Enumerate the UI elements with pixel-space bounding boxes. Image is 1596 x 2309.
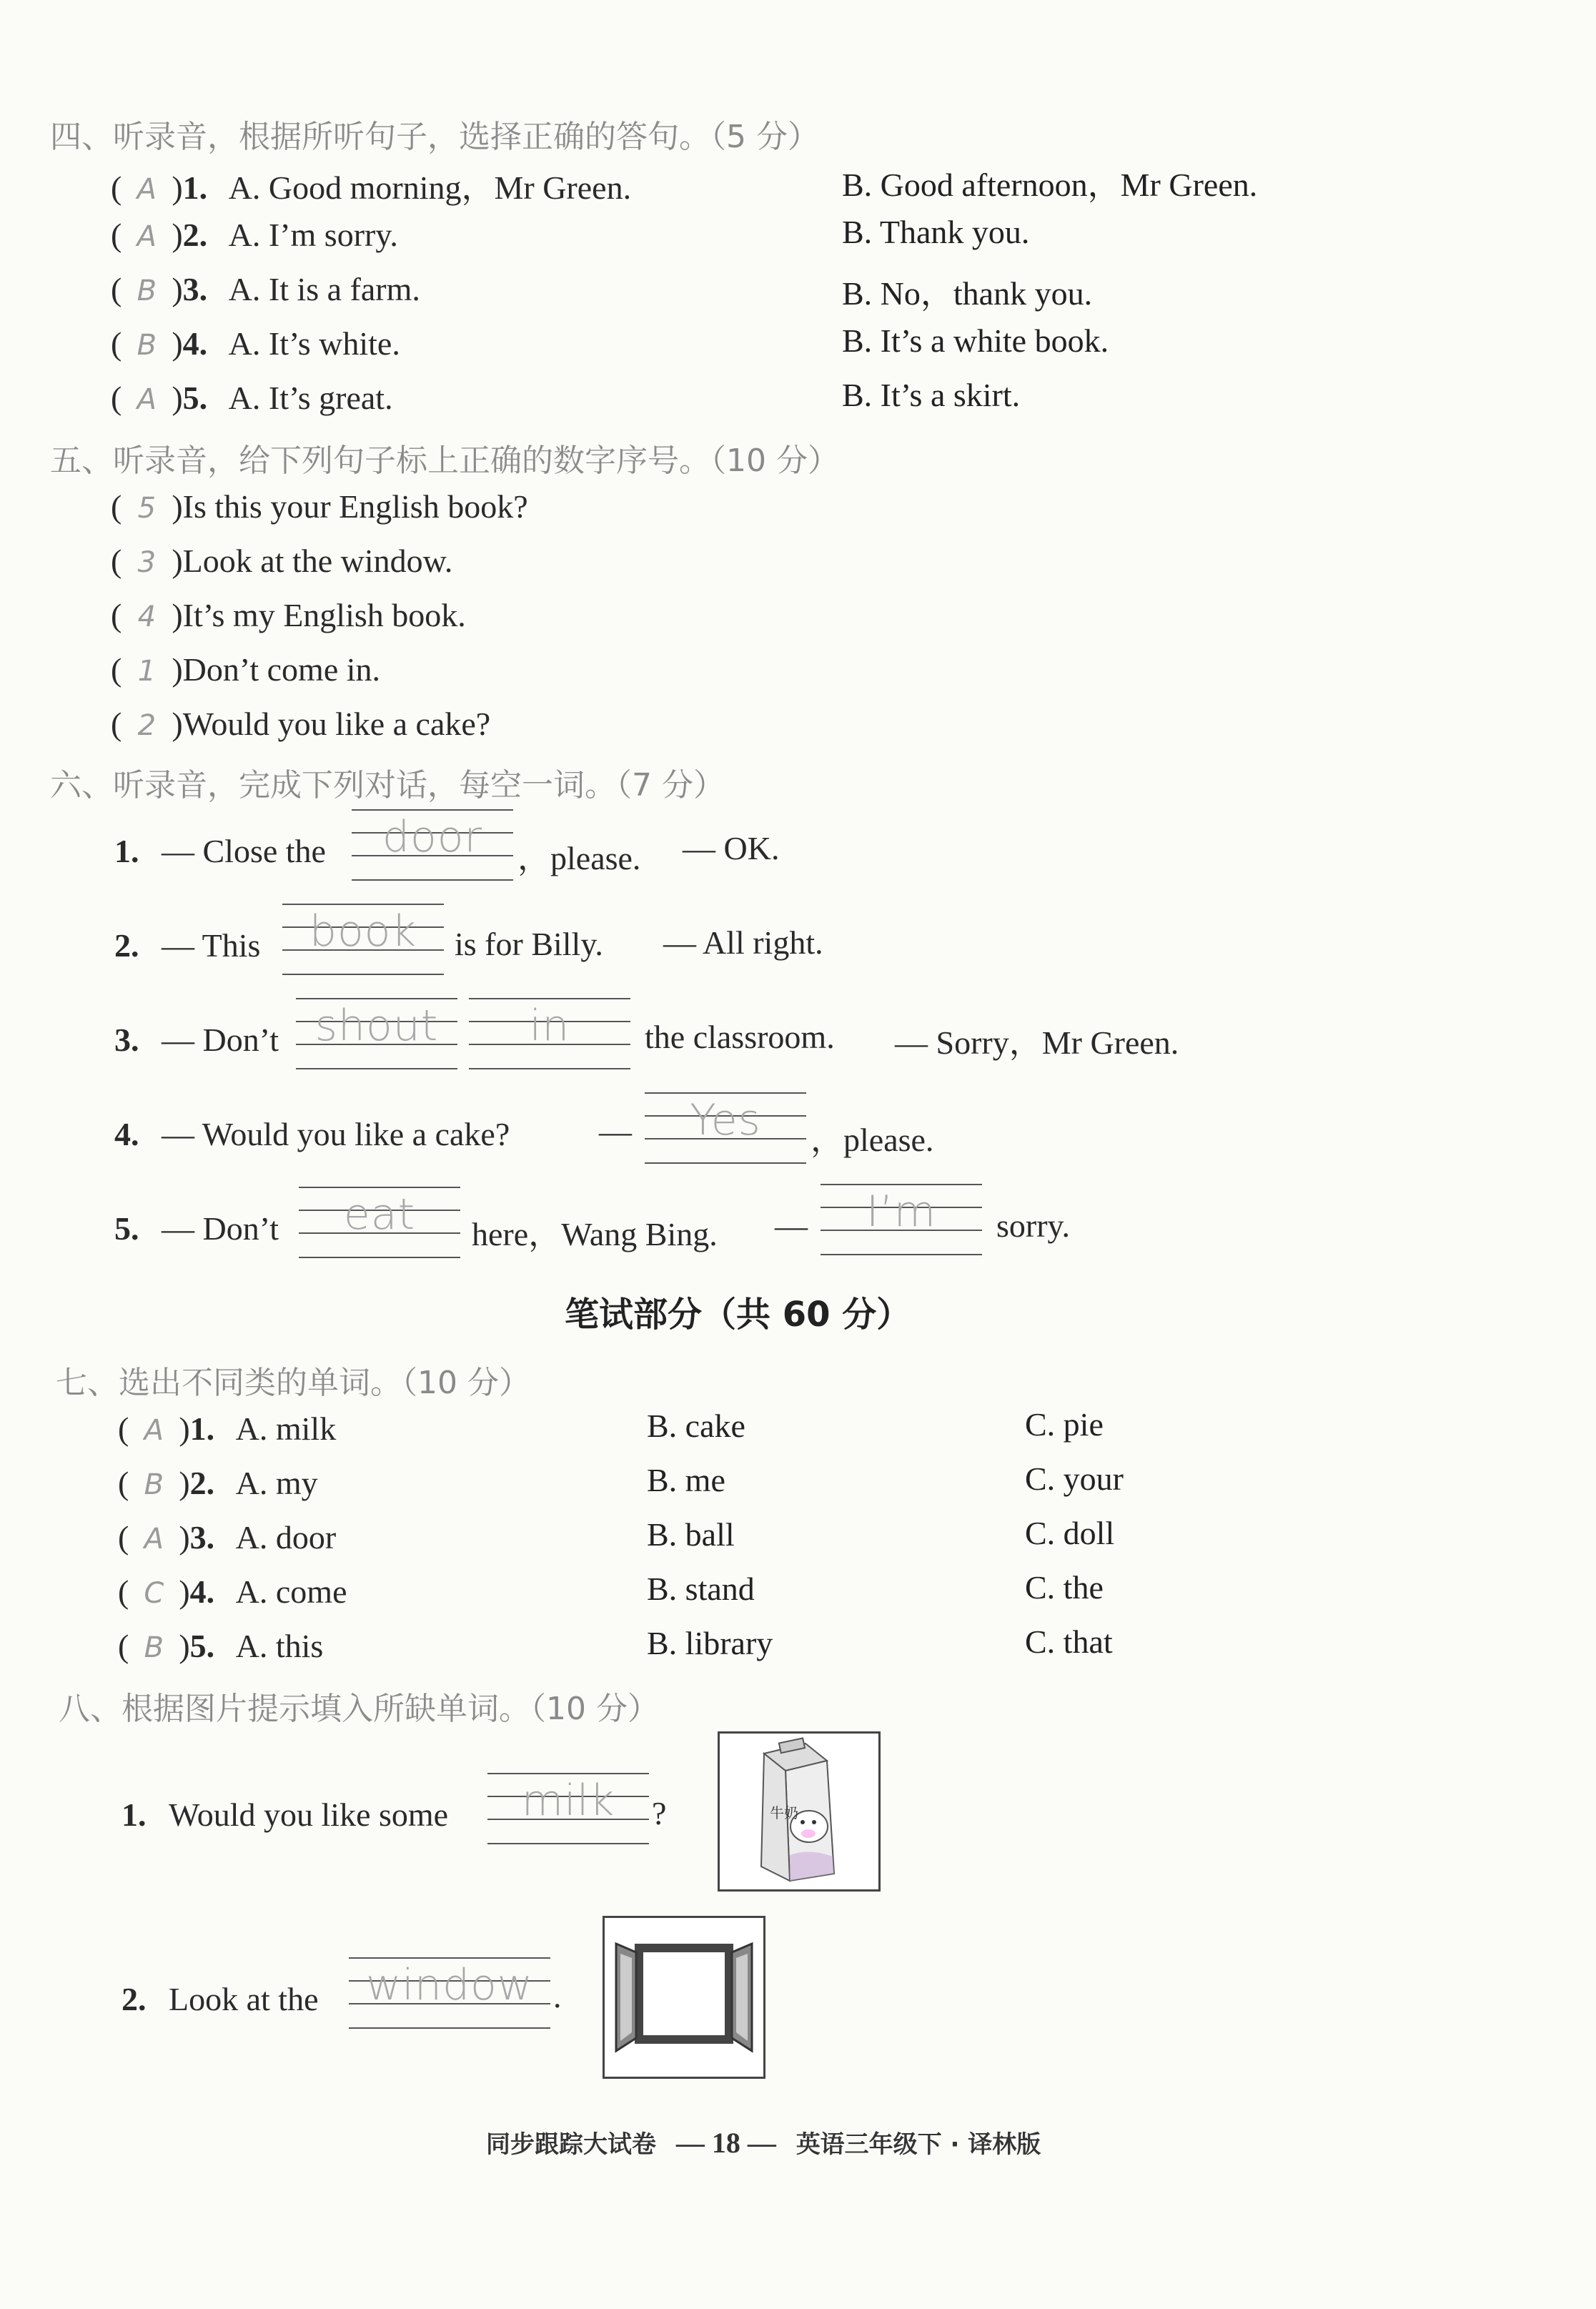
section-5-title: 五、听录音，给下列句子标上正确的数字序号。（10 分）	[50, 442, 839, 479]
answer-blank: shout	[296, 998, 457, 1069]
answer-blank: book	[282, 904, 444, 975]
s8-q1: 1. Would you like some	[122, 1796, 449, 1833]
s6-q3-reply: — Sorry，Mr Green.	[895, 1024, 1179, 1061]
option-b: B. No，thank you.	[842, 275, 1093, 312]
answer-mark: 1	[137, 655, 157, 688]
s6-q2-reply: — All right.	[663, 924, 823, 961]
s7-item-2: ( B )2. A. my	[118, 1465, 318, 1501]
answer-blank: Yes	[645, 1092, 806, 1164]
s8-q2: 2. Look at the	[122, 1981, 319, 2017]
svg-text:牛奶: 牛奶	[770, 1804, 798, 1821]
answer-mark: 5	[137, 492, 157, 525]
s6-q1: 1. — Close the	[114, 833, 326, 869]
option-c: C. doll	[1025, 1515, 1115, 1551]
answer-mark: 2	[137, 709, 157, 742]
s6-q5-post: here，Wang Bing.	[472, 1216, 718, 1252]
answer-mark: A	[137, 383, 157, 416]
answer-mark: C	[144, 1577, 164, 1610]
option-c: C. the	[1025, 1569, 1104, 1606]
option-b: B. It’s a skirt.	[842, 377, 1021, 413]
s6-q4-post: ，please.	[811, 1122, 934, 1158]
option-c: C. that	[1025, 1623, 1113, 1660]
option-a: A. It is a farm.	[228, 271, 420, 307]
option-c: C. your	[1025, 1460, 1124, 1497]
s4-item-3: ( B )3. A. It is a farm.	[111, 271, 420, 307]
s7-item-4: ( C )4. A. come	[118, 1573, 347, 1610]
s6-q1-post: ，please.	[517, 840, 641, 876]
s6-q2-post: is for Billy.	[455, 926, 603, 962]
option-b: B. ball	[647, 1516, 735, 1553]
s8-q2-post: .	[553, 1978, 562, 2014]
answer-blank: eat	[299, 1187, 460, 1258]
option-a: A. Good morning，Mr Green.	[228, 169, 632, 206]
option-b: B. cake	[647, 1408, 745, 1444]
answer-blank: door	[352, 809, 513, 881]
option-a: A. It’s great.	[228, 380, 393, 416]
answer-mark: A	[137, 173, 157, 206]
written-part-title: 笔试部分（共 60 分）	[565, 1295, 911, 1335]
option-b: B. It’s a white book.	[842, 322, 1109, 359]
s5-item: ( 3 )Look at the window.	[111, 543, 453, 579]
section-8-title: 八、根据图片提示填入所缺单词。（10 分）	[59, 1691, 659, 1727]
footer-edition: 英语三年级下 · 译林版	[795, 2130, 1041, 2159]
answer-blank: milk	[487, 1773, 649, 1844]
window-icon	[605, 1918, 763, 2077]
s5-item: ( 4 )It’s my English book.	[111, 597, 466, 633]
s7-item-5: ( B )5. A. this	[118, 1628, 324, 1664]
s6-q5-post2: sorry.	[996, 1207, 1071, 1244]
answer-blank: window	[349, 1957, 550, 2029]
answer-blank: I’m	[821, 1184, 982, 1255]
page-number: — 18 —	[675, 2127, 776, 2159]
answer-mark: B	[144, 1631, 164, 1664]
answer-mark: B	[137, 275, 157, 307]
option-b: B. me	[647, 1462, 725, 1498]
option-b: B. stand	[647, 1571, 755, 1607]
s4-item-4: ( B )4. A. It’s white.	[111, 325, 400, 362]
s6-q2: 2. — This	[114, 927, 261, 964]
s8-q1-post: ?	[652, 1795, 667, 1831]
answer-mark: B	[137, 329, 157, 362]
option-b: B. Good afternoon，Mr Green.	[842, 167, 1258, 203]
s6-q3-post: the classroom.	[645, 1019, 835, 1055]
section-7-title: 七、选出不同类的单词。（10 分）	[56, 1365, 530, 1401]
footer	[486, 2125, 1041, 2160]
answer-blank: in	[469, 998, 630, 1069]
answer-mark: 4	[137, 600, 157, 633]
s6-q5: 5. — Don’t	[114, 1210, 279, 1247]
s5-item: ( 1 )Don’t come in.	[111, 651, 381, 688]
milk-carton-icon	[720, 1734, 878, 1889]
s4-item-2: ( A )2. A. I’m sorry.	[111, 217, 398, 253]
window-picture	[603, 1916, 765, 2079]
option-c: C. pie	[1025, 1406, 1104, 1443]
s7-item-1: ( A )1. A. milk	[118, 1410, 337, 1447]
s6-q1-reply: — OK.	[683, 830, 780, 866]
s5-item: ( 5 )Is this your English book?	[111, 488, 528, 525]
answer-mark: A	[144, 1414, 164, 1447]
option-b: B. Thank you.	[842, 214, 1030, 250]
section-4-title: 四、听录音，根据所听句子，选择正确的答句。（5 分）	[50, 119, 819, 155]
footer-book-title: 同步跟踪大试卷	[486, 2130, 656, 2159]
option-b: B. library	[647, 1625, 773, 1661]
s4-item-1: ( A )1. A. Good morning，Mr Green.	[111, 169, 632, 206]
milk-carton-picture	[718, 1731, 881, 1892]
s7-item-3: ( A )3. A. door	[118, 1519, 337, 1556]
answer-mark: B	[144, 1468, 164, 1501]
section-6-title: 六、听录音，完成下列对话，每空一词。（7 分）	[50, 767, 725, 804]
answer-mark: A	[144, 1523, 164, 1556]
option-a: A. I’m sorry.	[228, 217, 398, 253]
s6-q5-dash: —	[775, 1207, 808, 1244]
answer-mark: 3	[137, 546, 157, 579]
s5-item: ( 2 )Would you like a cake?	[111, 706, 491, 742]
s4-item-5: ( A )5. A. It’s great.	[111, 380, 393, 416]
s6-q3: 3. — Don’t	[114, 1022, 279, 1058]
option-a: A. It’s white.	[228, 325, 400, 362]
s6-q4: 4. — Would you like a cake?	[114, 1116, 510, 1152]
answer-mark: A	[137, 220, 157, 253]
s6-q4-dash: —	[599, 1113, 632, 1149]
